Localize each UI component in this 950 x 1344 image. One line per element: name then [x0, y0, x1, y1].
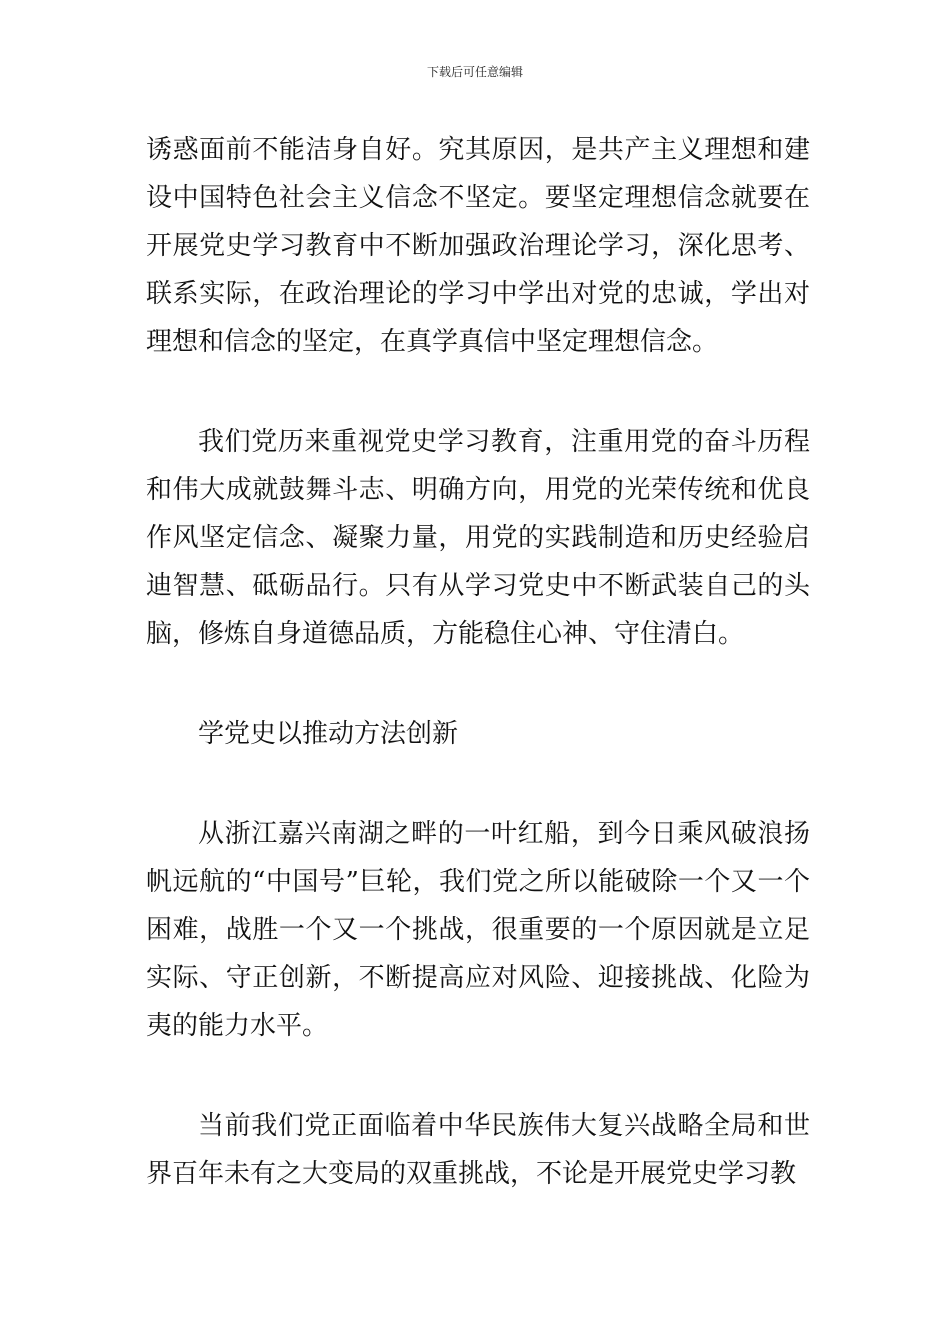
- page-header: 下载后可任意编辑: [426, 65, 523, 79]
- paragraph-gap: [146, 658, 810, 710]
- paragraph-3: 从浙江嘉兴南湖之畔的一叶红船，到今日乘风破浪扬帆远航的“中国号”巨轮，我们党之所以能破除一个又一个困难，战胜一个又一个挑战，很重要的一个原因就是立足实际、守正创新，不断提高应对风险、迎接挑战、化险为夷的能力水平。: [146, 819, 810, 1041]
- paragraph-4: 当前我们党正面临着中华民族伟大复兴战略全局和世界百年未有之大变局的双重挑战，不论是开展党史学习教: [146, 1111, 810, 1189]
- section-heading: 学党史以推动方法创新: [198, 719, 459, 749]
- document-body: [146, 126, 810, 1198]
- paragraph-gap: [146, 1050, 810, 1102]
- paragraph-2: 我们党历来重视党史学习教育，注重用党的奋斗历程和伟大成就鼓舞斗志、明确方向，用党的光荣传统和优良作风坚定信念、凝聚力量，用党的实践制造和历史经验启迪智慧、砥砺品行。只有从学习党史中不断武装自己的头脑，修炼自身道德品质，方能稳住心神、守住清白。: [146, 427, 810, 649]
- paragraph-gap: [146, 758, 810, 810]
- paragraph-gap: [146, 366, 810, 418]
- paragraph-1: 诱惑面前不能洁身自好。究其原因，是共产主义理想和建设中国特色社会主义信念不坚定。要坚定理想信念就要在开展党史学习教育中不断加强政治理论学习，深化思考、联系实际，在政治理论的学习中学出对党的忠诚，学出对理想和信念的坚定，在真学真信中坚定理想信念。: [146, 135, 810, 357]
